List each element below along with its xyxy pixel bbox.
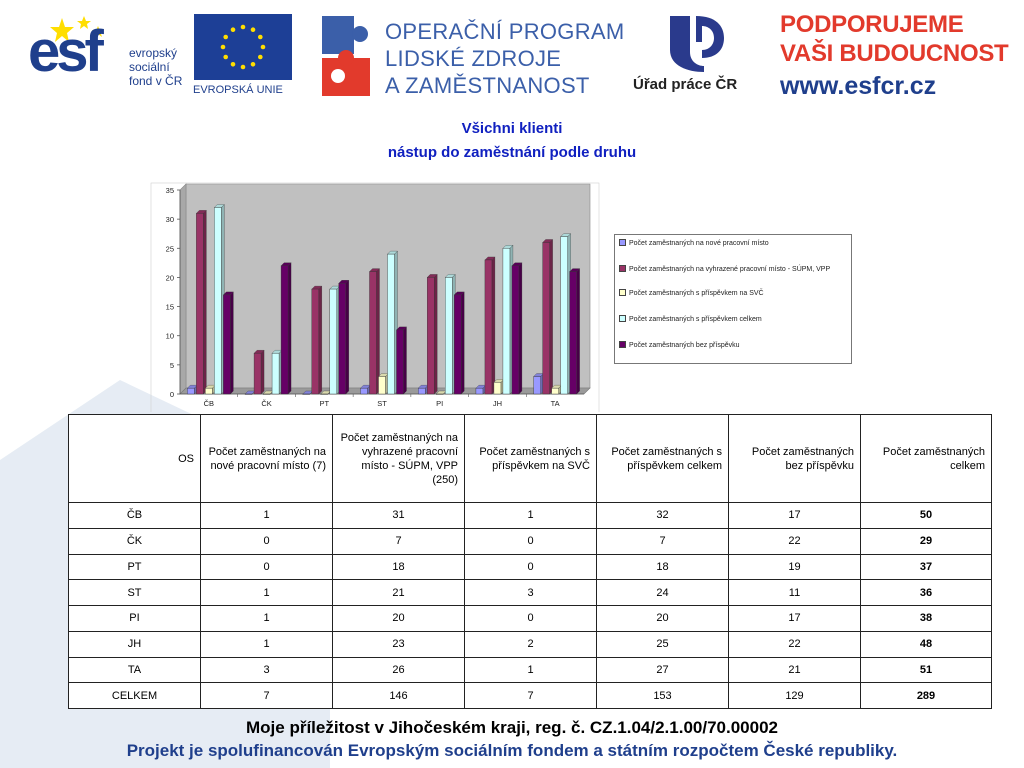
table-cell: 0 (465, 606, 597, 632)
table-cell: 36 (861, 580, 992, 606)
legend-label: Počet zaměstnaných bez příspěvku (629, 342, 740, 349)
legend-swatch (619, 265, 626, 272)
puzzle-icon (320, 14, 378, 98)
x-tick-label: ČB (203, 399, 215, 408)
footer-funding-line: Projekt je spolufinancován Evropským sociálním fondem a státním rozpočtem České republiky. (126, 741, 898, 760)
table-cell: 2 (465, 631, 597, 657)
legend-swatch (619, 289, 626, 296)
bar (254, 353, 261, 394)
y-tick-label: 0 (169, 390, 174, 399)
table-cell: 32 (597, 503, 729, 529)
urad-prace-icon (666, 12, 728, 74)
podporujeme-text: PODPORUJEME VAŠI BUDOUCNOST (780, 11, 1009, 67)
urad-prace-label: Úřad práce ČR (633, 76, 738, 93)
bar (427, 277, 434, 394)
table-cell: 1 (201, 606, 333, 632)
column-header: Počet zaměstnaných bez příspěvku (729, 415, 861, 503)
bar (397, 330, 404, 394)
bar (418, 388, 425, 394)
bar (361, 388, 368, 394)
table-cell: 1 (465, 503, 597, 529)
bar (245, 394, 252, 395)
row-label-cell: TA (69, 657, 201, 683)
bar-side (461, 292, 464, 394)
table-cell: 1 (201, 631, 333, 657)
table-cell: 31 (333, 503, 465, 529)
legend-label: Počet zaměstnaných na vyhrazené pracovní místo - SÚPM, VPP (629, 266, 831, 273)
table-cell: 21 (333, 580, 465, 606)
bar-side (288, 263, 291, 394)
legend-label: Počet zaměstnaných s příspěvkem celkem (629, 316, 762, 323)
esfcr-url[interactable]: www.esfcr.cz (780, 72, 937, 100)
eu-label: EVROPSKÁ UNIE (193, 84, 283, 96)
bar (552, 388, 559, 394)
x-tick-label: JH (492, 399, 503, 408)
table-cell: 0 (201, 528, 333, 554)
plot-side-wall (180, 184, 186, 394)
bar-side (404, 327, 407, 394)
bar (263, 394, 270, 395)
bar-side (319, 286, 322, 394)
bar-side (519, 263, 522, 394)
table-row (69, 503, 992, 529)
bar (339, 283, 346, 394)
table-cell: 50 (861, 503, 992, 529)
table-cell: 153 (597, 683, 729, 709)
legend-label: Počet zaměstnaných s příspěvkem na SVČ (629, 290, 764, 297)
legend-label: Počet zaměstnaných na nové pracovní místo (629, 240, 769, 247)
table-cell: 11 (729, 580, 861, 606)
table-cell: 0 (465, 554, 597, 580)
table-row (69, 528, 992, 554)
bar-side (577, 269, 580, 394)
bar (214, 207, 221, 394)
bar-side (230, 292, 233, 394)
row-label-cell: ST (69, 580, 201, 606)
bar (388, 254, 395, 394)
legend-item (619, 315, 845, 324)
table-cell: 7 (465, 683, 597, 709)
header-logos (0, 0, 1024, 108)
column-header: Počet zaměstnaných celkem (861, 415, 992, 503)
table-cell: 7 (201, 683, 333, 709)
x-tick-label: TA (550, 399, 560, 408)
row-label-cell: ČK (69, 528, 201, 554)
bar (561, 237, 568, 394)
row-label-cell: JH (69, 631, 201, 657)
bar (223, 295, 230, 394)
eu-flag-icon (194, 14, 292, 80)
bar (512, 266, 519, 394)
column-header: Počet zaměstnaných s příspěvkem na SVČ (465, 415, 597, 503)
column-header: Počet zaměstnaných na vyhrazené pracovní místo - SÚPM, VPP (250) (333, 415, 465, 503)
table-cell: 146 (333, 683, 465, 709)
legend-item (619, 265, 845, 274)
table-cell: 21 (729, 657, 861, 683)
table-row (69, 554, 992, 580)
x-tick-label: PT (319, 399, 330, 408)
table-row (69, 580, 992, 606)
table-row (69, 683, 992, 709)
table-cell: 1 (201, 503, 333, 529)
bar (272, 353, 279, 394)
table-cell: 1 (201, 580, 333, 606)
table-cell: 24 (597, 580, 729, 606)
table-cell: 38 (861, 606, 992, 632)
table-cell: 37 (861, 554, 992, 580)
footer-project-line: Moje příležitost v Jihočeském kraji, reg. č. CZ.1.04/2.1.00/70.00002 (246, 718, 778, 737)
table-cell: 17 (729, 503, 861, 529)
table-cell: 3 (201, 657, 333, 683)
bar (485, 260, 492, 394)
table-cell: 0 (465, 528, 597, 554)
legend-item (619, 239, 845, 248)
bar (196, 213, 203, 394)
x-tick-label: PI (436, 399, 444, 408)
bar (281, 266, 288, 394)
bar-side (377, 269, 380, 394)
bar (570, 272, 577, 394)
table-row (69, 657, 992, 683)
bar-side (550, 239, 553, 394)
legend-item (619, 289, 845, 298)
bar (379, 377, 386, 394)
table-cell: 20 (597, 606, 729, 632)
table-row (69, 606, 992, 632)
bar (370, 272, 377, 394)
table-cell: 18 (333, 554, 465, 580)
table-cell: 17 (729, 606, 861, 632)
y-tick-label: 25 (165, 244, 174, 254)
table-cell: 289 (861, 683, 992, 709)
table-cell: 20 (333, 606, 465, 632)
bar (445, 277, 452, 394)
table-header-row (69, 415, 992, 503)
bar (454, 295, 461, 394)
row-label-cell: CELKEM (69, 683, 201, 709)
bar (330, 289, 337, 394)
bar (205, 388, 212, 394)
table-cell: 29 (861, 528, 992, 554)
table-row (69, 631, 992, 657)
bar (436, 394, 443, 395)
chart-title-line2: nástup do zaměstnání podle druhu (387, 144, 637, 161)
bar-side (434, 274, 437, 394)
table-cell: 22 (729, 631, 861, 657)
y-tick-label: 20 (165, 273, 174, 283)
table-cell: 18 (597, 554, 729, 580)
bar (534, 377, 541, 394)
y-tick-label: 15 (165, 302, 174, 312)
y-tick-label: 10 (165, 331, 174, 341)
legend-item (619, 341, 845, 350)
esf-subtitle: evropský sociální fond v ČR (129, 46, 183, 88)
column-header: OS (69, 415, 201, 503)
y-tick-label: 30 (165, 215, 174, 225)
bar-side (261, 350, 264, 394)
table-cell: 51 (861, 657, 992, 683)
bar-side (203, 210, 206, 394)
table-cell: 1 (465, 657, 597, 683)
table-cell: 48 (861, 631, 992, 657)
legend-swatch (619, 239, 626, 246)
legend-swatch (619, 315, 626, 322)
bar (503, 248, 510, 394)
bar (187, 388, 194, 394)
y-tick-label: 35 (165, 186, 174, 195)
table-cell: 7 (597, 528, 729, 554)
bar (476, 388, 483, 394)
y-tick-label: 5 (169, 360, 174, 370)
esf-logo: esf (28, 19, 100, 84)
bar (543, 242, 550, 394)
table-cell: 27 (597, 657, 729, 683)
bar (494, 382, 501, 394)
table-cell: 23 (333, 631, 465, 657)
chart-title-line1: Všichni klienti (461, 120, 563, 137)
op-logo-text: OPERAČNÍ PROGRAM LIDSKÉ ZDROJE A ZAMĚSTNANOST (385, 19, 625, 98)
legend-swatch (619, 341, 626, 348)
table-cell: 7 (333, 528, 465, 554)
column-header: Počet zaměstnaných na nové pracovní místo (7) (201, 415, 333, 503)
table-cell: 129 (729, 683, 861, 709)
table-cell: 22 (729, 528, 861, 554)
row-label-cell: PI (69, 606, 201, 632)
bar-side (346, 280, 349, 394)
row-label-cell: ČB (69, 503, 201, 529)
row-label-cell: PT (69, 554, 201, 580)
bar (303, 394, 310, 395)
table-cell: 25 (597, 631, 729, 657)
table-cell: 0 (201, 554, 333, 580)
bar (321, 394, 328, 395)
table-cell: 3 (465, 580, 597, 606)
column-header: Počet zaměstnaných s příspěvkem celkem (597, 415, 729, 503)
table-cell: 26 (333, 657, 465, 683)
x-tick-label: ČK (261, 399, 272, 408)
table-cell: 19 (729, 554, 861, 580)
bar-side (492, 257, 495, 394)
data-table (68, 414, 992, 709)
bar (312, 289, 319, 394)
chart-legend (614, 234, 852, 364)
x-tick-label: ST (377, 399, 387, 408)
